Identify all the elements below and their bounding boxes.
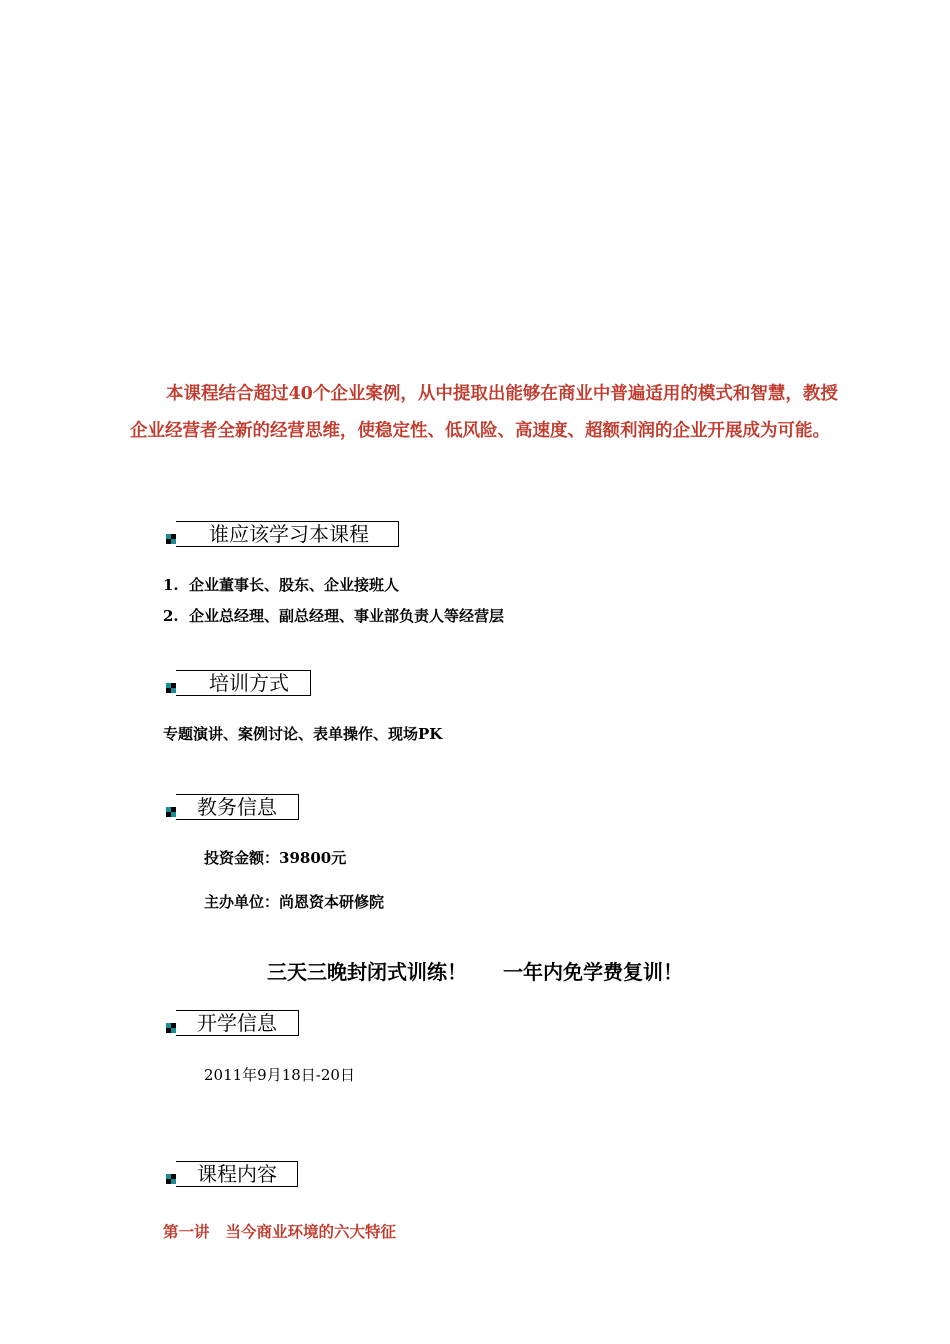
- section-title: 谁应该学习本课程: [209, 522, 369, 546]
- start-date: 2011年9月18日-20日: [204, 1066, 355, 1084]
- section-title: 课程内容: [197, 1162, 277, 1186]
- fee-value: 39800元: [279, 849, 347, 867]
- section-title: 开学信息: [197, 1011, 277, 1035]
- list-item: 1. 企业董事长、股东、企业接班人: [163, 576, 400, 594]
- slogan: 三天三晚封闭式训练！ 一年内免学费复训！: [267, 960, 683, 984]
- intro-paragraph: 本课程结合超过40个企业案例，从中提取出能够在商业中普遍适用的模式和智慧，教授企业经营者全新的经营思维，使稳定性、低风险、高速度、超额利润的企业开展成为可能。: [130, 384, 838, 441]
- section-title: 培训方式: [209, 671, 289, 695]
- list-item: 2. 企业总经理、副总经理、事业部负责人等经营层: [163, 607, 505, 625]
- square-bullet-icon: [166, 683, 176, 693]
- host-label: 主办单位：: [204, 893, 280, 911]
- square-bullet-icon: [166, 807, 176, 817]
- lecture-heading: [163, 1220, 396, 1242]
- lecture-number: 第一讲: [163, 1222, 210, 1241]
- lecture-title: 当今商业环境的六大特征: [225, 1222, 397, 1241]
- square-bullet-icon: [166, 1023, 176, 1033]
- fee-label: 投资金额：: [204, 849, 280, 867]
- host-value: 尚恩资本研修院: [279, 893, 385, 911]
- training-method-text: 专题演讲、案例讨论、表单操作、现场PK: [163, 725, 443, 743]
- fee-line: [204, 847, 346, 868]
- host-line: [204, 891, 384, 912]
- square-bullet-icon: [166, 1174, 176, 1184]
- square-bullet-icon: [166, 534, 176, 544]
- section-title: 教务信息: [197, 795, 277, 819]
